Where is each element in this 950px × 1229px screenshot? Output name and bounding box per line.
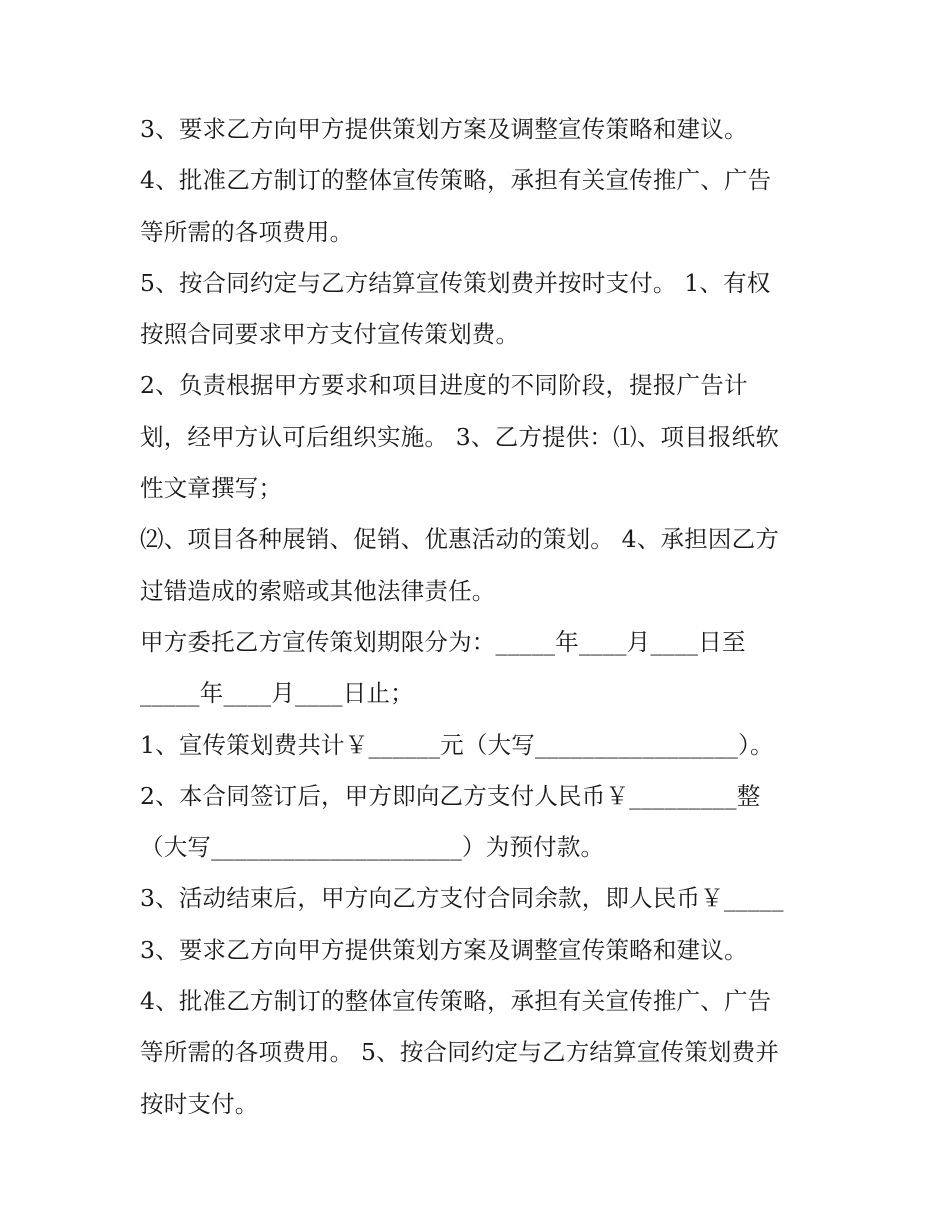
- text-line: 性文章撰写；: [140, 474, 283, 503]
- text-line: 4、批准乙方制订的整体宣传策略，承担有关宣传推广、广告: [140, 987, 772, 1016]
- text-line: 2、负责根据甲方要求和项目进度的不同阶段，提报广告计: [140, 371, 748, 400]
- text-line: 2、本合同签订后，甲方即向乙方支付人民币￥_________整: [140, 781, 761, 810]
- text-line: 3、活动结束后，甲方向乙方支付合同余款，即人民币￥_____: [140, 884, 784, 913]
- text-line: （大写_____________________）为预付款。: [140, 833, 605, 862]
- text-line: _____年____月____日止；: [140, 679, 414, 708]
- text-line: 过错造成的索赔或其他法律责任。: [140, 576, 496, 605]
- text-line: 3、要求乙方向甲方提供策划方案及调整宣传策略和建议。: [140, 935, 748, 964]
- text-line: 3、要求乙方向甲方提供策划方案及调整宣传策略和建议。: [140, 115, 748, 143]
- text-line: 4、批准乙方制订的整体宣传策略，承担有关宣传推广、广告: [140, 166, 772, 195]
- text-line: 划，经甲方认可后组织实施。 3、乙方提供：⑴、项目报纸软: [140, 422, 780, 451]
- text-line: ⑵、项目各种展销、促销、优惠活动的策划。 4、承担因乙方: [140, 525, 780, 554]
- text-line: 等所需的各项费用。: [140, 217, 354, 246]
- document-body: [140, 104, 830, 1130]
- text-line: 按时支付。: [140, 1089, 259, 1118]
- text-line: 等所需的各项费用。 5、按合同约定与乙方结算宣传策划费并: [140, 1038, 780, 1067]
- text-line: 按照合同要求甲方支付宣传策划费。: [140, 320, 520, 349]
- text-line: 甲方委托乙方宣传策划期限分为：_____年____月____日至: [140, 627, 746, 656]
- text-line: 1、宣传策划费共计￥______元（大写_________________）。: [140, 730, 774, 759]
- text-line: 5、按合同约定与乙方结算宣传策划费并按时支付。 1、有权: [140, 268, 771, 297]
